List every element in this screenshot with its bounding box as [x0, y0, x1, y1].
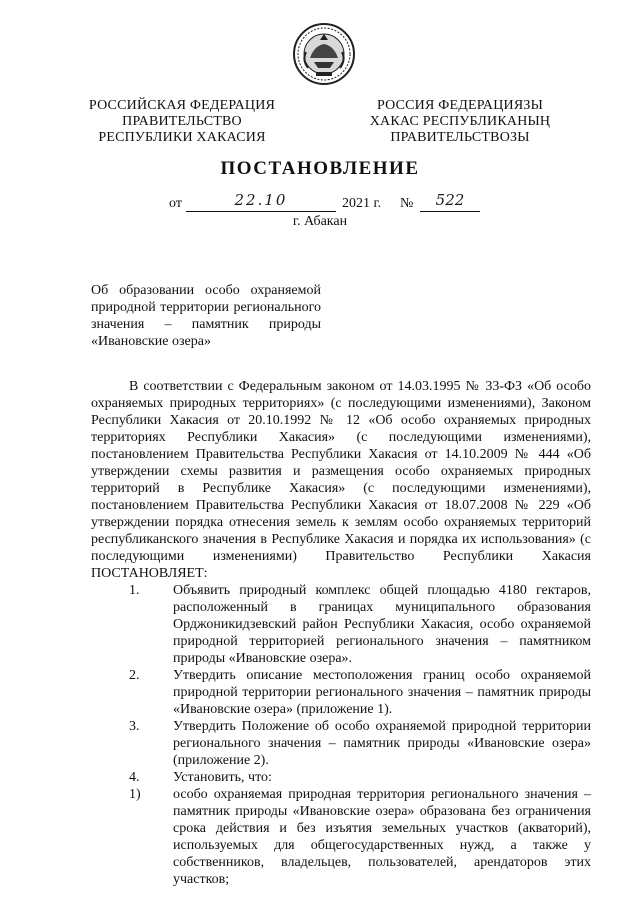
item-text: Утвердить описание местоположения границ особо охраняемой природной территории регионального значения – памятник природы «Ивановские озера» (приложение 1). [173, 668, 591, 717]
header-left-line-3: РЕСПУБЛИКИ ХАКАСИЯ [98, 130, 266, 145]
date-value: 22.10 [186, 191, 336, 212]
list-item [91, 718, 591, 769]
header-right-line-1: РОССИЯ ФЕДЕРАЦИЯЗЫ [376, 98, 544, 113]
header-left-line-1: РОССИЙСКАЯ ФЕДЕРАЦИЯ [88, 98, 276, 113]
item-number: 1) [129, 787, 141, 802]
document-number: 522 [420, 191, 480, 212]
item-text: Установить, что: [173, 770, 272, 785]
header-right-block [350, 98, 570, 146]
coat-of-arms-emblem [292, 22, 356, 86]
item-text: Объявить природный комплекс общей площадью 4180 гектаров, расположенный в границах муниципального образования Орджоникидзевский район Республики Хакасия, особо охраняемой природной территорией регионального значения – памятником природы «Ивановские озера». [173, 583, 591, 666]
item-text: Утвердить Положение об особо охраняемой природной территории регионального значения – памятник природы «Ивановские озера» (приложение 2). [173, 719, 591, 768]
header-right-line-2: ХАКАС РЕСПУБЛИКАНЫҢ [369, 114, 551, 129]
header-left-line-2: ПРАВИТЕЛЬСТВО [122, 114, 242, 129]
year-label: 2021 г. [342, 196, 382, 211]
city-label: г. Абакан [292, 214, 348, 229]
item-number: 3. [129, 719, 140, 734]
document-title: ПОСТАНОВЛЕНИЕ [220, 158, 420, 179]
date-prefix: от [169, 196, 182, 211]
item-text: особо охраняемая природная территория регионального значения – памятник природы «Ивановские озера» образована без ограничения срока действия и без изъятия земельных участков (акваторий), используемых для общегосударственных нужд, а также у собственников, владельцев, пользователей, арендаторов этих участков; [173, 787, 591, 887]
number-sign: № [400, 196, 414, 211]
list-item [91, 667, 591, 718]
list-item [91, 769, 591, 786]
item-number: 4. [129, 770, 140, 785]
document-body [91, 378, 591, 888]
header-right-line-3: ПРАВИТЕЛЬСТВОЗЫ [390, 130, 530, 145]
item-number: 2. [129, 668, 140, 683]
item-number: 1. [129, 583, 140, 598]
document-subject: Об образовании особо охраняемой природной территории регионального значения – памятник природы «Ивановские озера» [91, 283, 321, 349]
list-item [91, 786, 591, 888]
preamble-paragraph: В соответствии с Федеральным законом от 14.03.1995 № 33-ФЗ «Об особо охраняемых природных территориях» (с последующими изменениями), Законом Республики Хакасия от 20.10.1992 № 12 «Об особо охраняемых природных территориях Республики Хакасия» (с последующими изменениями), постановлением Правительства Республики Хакасия от 14.10.2009 № 444 «Об утверждении схемы развития и размещения особо охраняемых природных территорий в Республике Хакасия» (с последующими изменениями), постановлением Правительства Республики Хакасия от 18.07.2008 № 229 «Об утверждении порядка отнесения земель к землям особо охраняемых территорий республиканского значения в Республике Хакасия и порядка их использования» (с последующими изменениями) Правительство Республики Хакасия ПОСТАНОВЛЯЕТ: [91, 379, 591, 581]
header-left-block [82, 98, 282, 146]
list-item [91, 582, 591, 667]
